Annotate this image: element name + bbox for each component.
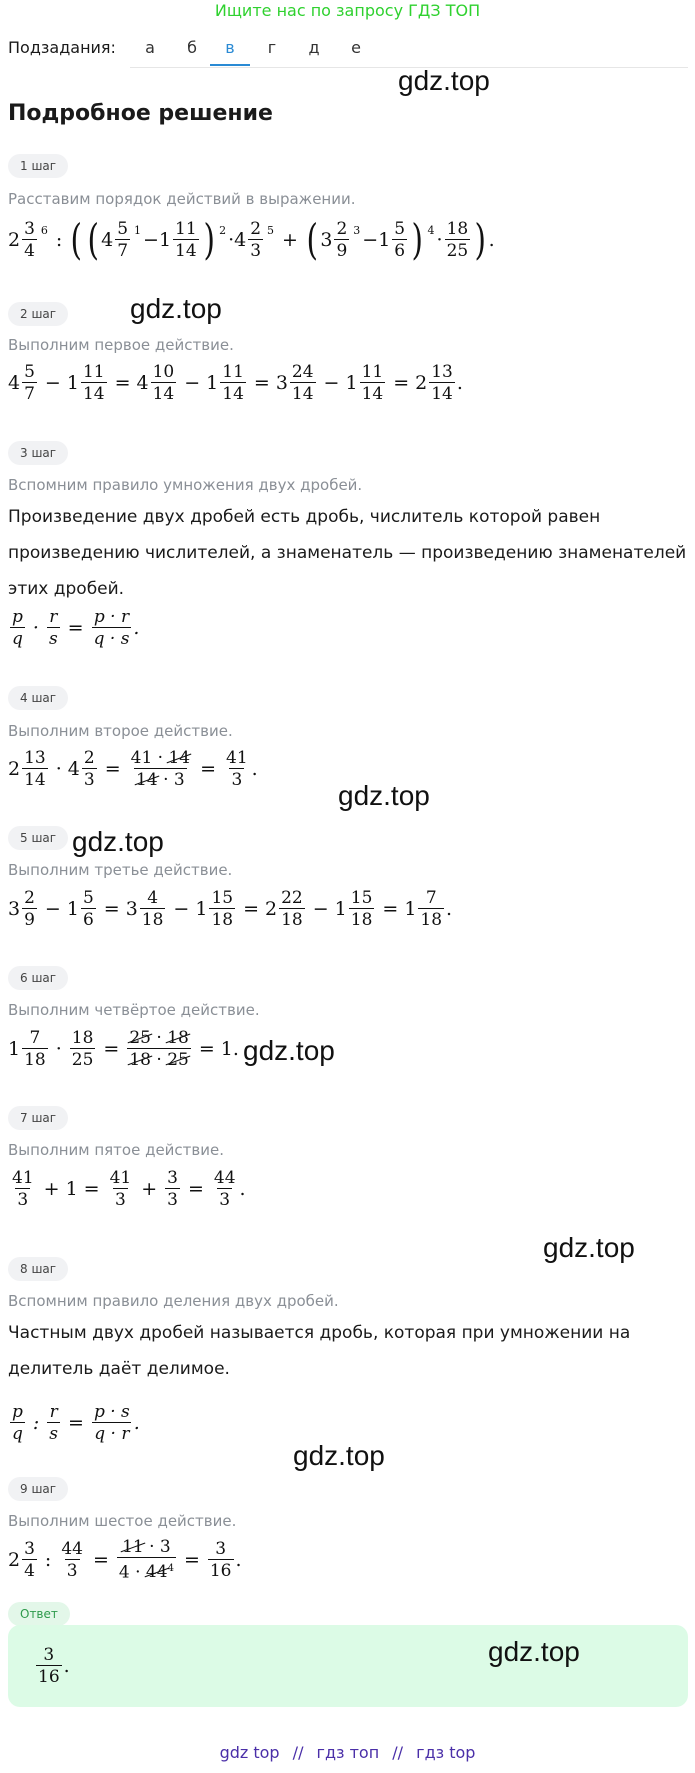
step-note: Выполним пятое действие.	[8, 1141, 225, 1159]
answer-formula: $\frac{3}{16}$ .	[38, 1644, 70, 1687]
step-badge: 9 шаг	[8, 1477, 68, 1501]
answer-badge: Ответ	[8, 1602, 70, 1626]
tab-e[interactable]: е	[351, 38, 361, 57]
step-badge: 3 шаг	[8, 441, 68, 465]
watermark: gdz.top	[293, 1440, 385, 1471]
tab-b[interactable]: б	[187, 38, 197, 57]
step-badge: 4 шаг	[8, 686, 68, 710]
formula-step4: 2 $\frac{13}{14}$ · 4 $\frac{2}{3}$ = $\frac{41 \cdot 14}{14 \cdot 3}$ = $\frac{41}{3}$ .	[8, 747, 258, 790]
formula-division-rule: $\frac{p}{q}$ : $\frac{r}{s}$ = $\frac{p \cdot s}{q \cdot r}$ .	[12, 1401, 140, 1444]
formula-step7: $\frac{41}{3}$ + 1 = $\frac{41}{3}$ + $\frac{3}{3}$ = $\frac{44}{3}$ .	[12, 1167, 246, 1210]
formula-step1: 2 $\frac{3}{4}$ 6 : ( ( 4 $\frac{5}{7}$ 1 −1 $\frac{11}{14}$ ) 2 ·4 $\frac{2}{3}$ 5 + ( 3 $\frac{2}{9}$ 3 −1 $\frac{5}{6}$ ) 4 · $\frac{18}{25}$ ) .	[8, 215, 495, 264]
formula-multiplication-rule: $\frac{p}{q}$ · $\frac{r}{s}$ = $\frac{p \cdot r}{q \cdot s}$ .	[12, 606, 140, 649]
subtasks-bar	[8, 34, 688, 68]
tab-a[interactable]: а	[145, 38, 155, 57]
watermark: gdz.top	[488, 1636, 580, 1667]
watermark: gdz.top	[243, 1035, 335, 1066]
search-banner: Ищите нас по запросу ГДЗ ТОП	[214, 1, 481, 20]
watermark: gdz.top	[130, 293, 222, 324]
step-badge: 2 шаг	[8, 302, 68, 326]
watermark: gdz.top	[72, 826, 164, 857]
step-note: Выполним второе действие.	[8, 722, 233, 740]
step-note: Вспомним правило деления двух дробей.	[8, 1292, 339, 1310]
step-badge: 6 шаг	[8, 966, 68, 990]
footer-separator: //	[392, 1743, 404, 1762]
footer-link[interactable]: гдз топ	[316, 1743, 380, 1762]
step-badge: 1 шаг	[8, 154, 68, 178]
step-note: Выполним шестое действие.	[8, 1512, 237, 1530]
footer-separator: //	[292, 1743, 304, 1762]
formula-step9: 2 $\frac{3}{4}$ : $\frac{44}{3}$ = $\frac{11 \cdot 3}{4 \cdot 44^4}$ = $\frac{3}{16}$ .	[8, 1536, 242, 1583]
tab-v[interactable]: в	[210, 38, 250, 66]
footer-link[interactable]: gdz top	[219, 1743, 280, 1762]
footer-link[interactable]: гдз top	[416, 1743, 476, 1762]
step-note: Выполним четвёртое действие.	[8, 1001, 260, 1019]
step-badge: 5 шаг	[8, 826, 68, 850]
step-note: Расставим порядок действий в выражении.	[8, 190, 356, 208]
rule-text: Частным двух дробей называется дробь, которая при умножении на делитель даёт делимое.	[8, 1323, 631, 1379]
footer-links	[0, 1743, 695, 1762]
watermark: gdz.top	[338, 780, 430, 811]
step-badge: 7 шаг	[8, 1106, 68, 1130]
subtask-tabs	[130, 34, 688, 68]
watermark: gdz.top	[543, 1232, 635, 1263]
formula-step2: 4 $\frac{5}{7}$ − 1 $\frac{11}{14}$ = 4 $\frac{10}{14}$ − 1 $\frac{11}{14}$ = 3 $\frac{24}{14}$ − 1 $\frac{11}{14}$ = 2 $\frac{13}{14}$ .	[8, 361, 463, 404]
step-note: Выполним первое действие.	[8, 336, 234, 354]
formula-step5: 3 $\frac{2}{9}$ − 1 $\frac{5}{6}$ = 3 $\frac{4}{18}$ − 1 $\frac{15}{18}$ = 2 $\frac{22}{18}$ − 1 $\frac{15}{18}$ = 1 $\frac{7}{18}$ .	[8, 887, 453, 930]
subtasks-label: Подзадания:	[8, 38, 116, 57]
section-title: Подробное решение	[8, 101, 273, 126]
step-note: Вспомним правило умножения двух дробей.	[8, 476, 363, 494]
tab-g[interactable]: г	[267, 38, 277, 57]
step-note: Выполним третье действие.	[8, 861, 233, 879]
answer-box	[8, 1625, 688, 1707]
tab-d[interactable]: д	[308, 38, 320, 57]
step-badge: 8 шаг	[8, 1257, 68, 1281]
rule-text: Произведение двух дробей есть дробь, числитель которой равен произведению числителей, а знаменатель — произведению знаменателей этих дробей.	[8, 507, 687, 599]
formula-step6: 1 $\frac{7}{18}$ · $\frac{18}{25}$ = $\frac{25 \cdot 18}{18 \cdot 25}$ = 1.	[8, 1027, 239, 1070]
watermark: gdz.top	[398, 65, 490, 96]
